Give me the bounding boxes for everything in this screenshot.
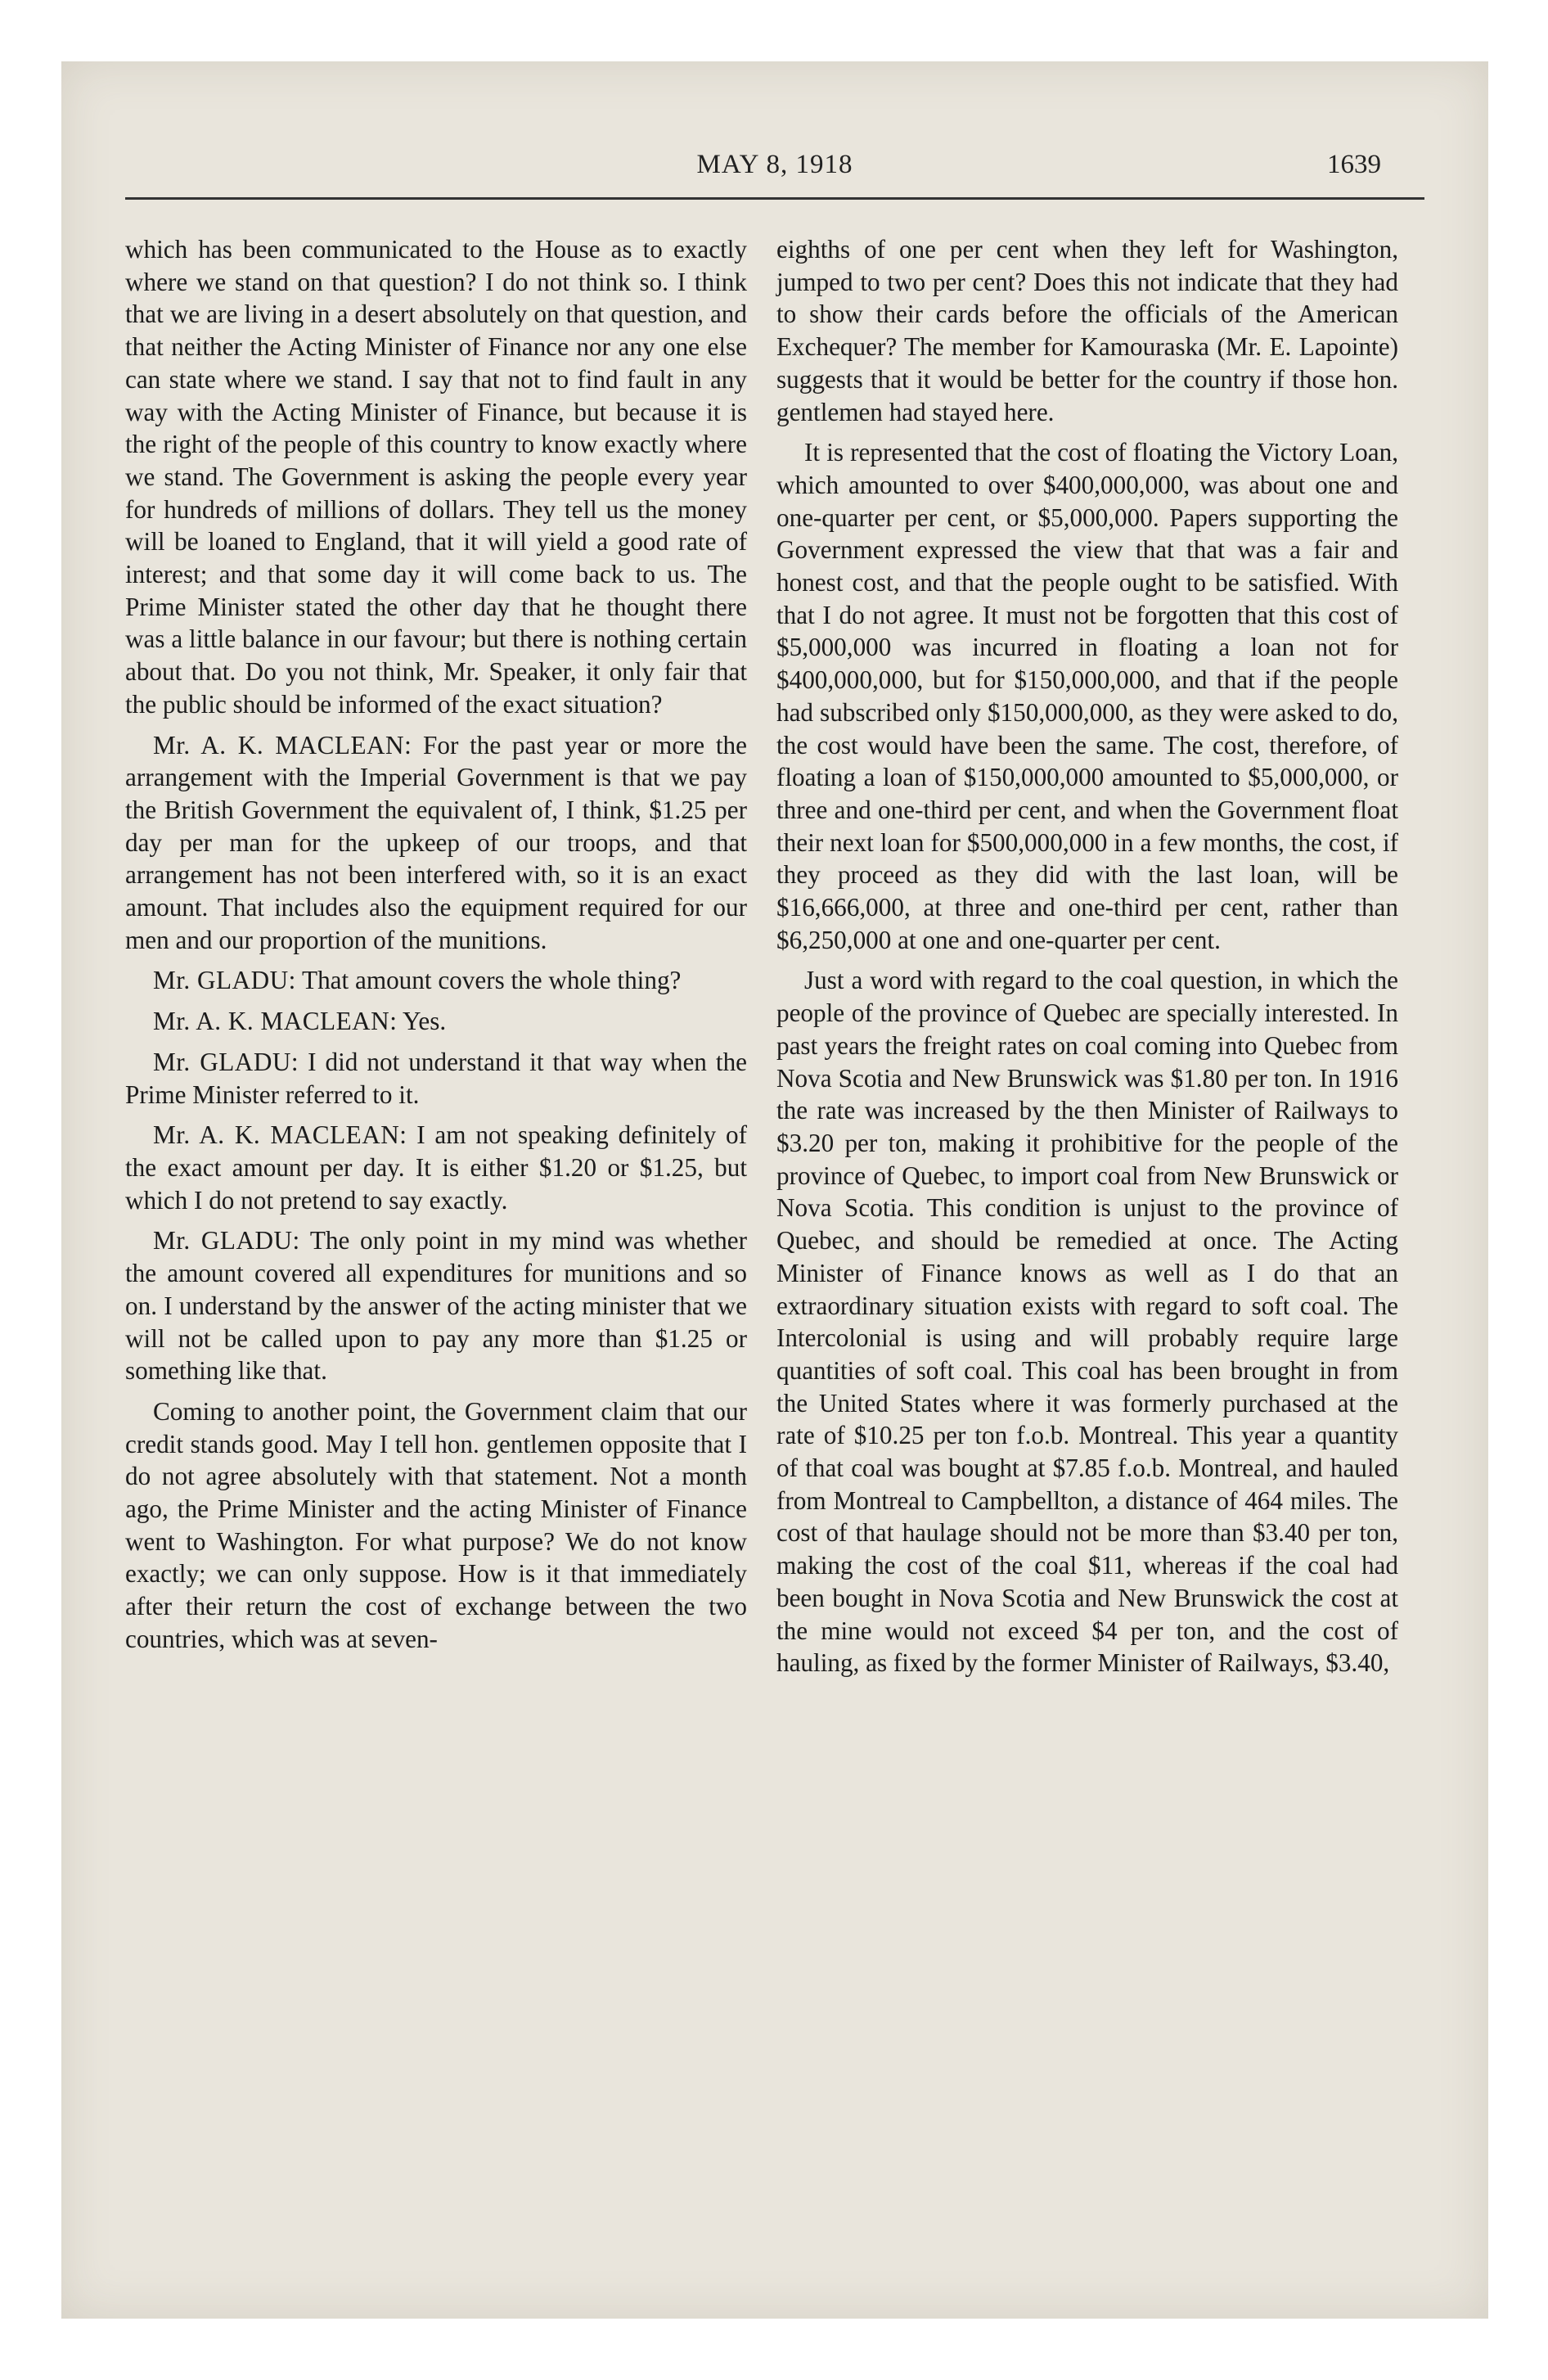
- paragraph-text: Yes.: [403, 1007, 447, 1036]
- speaker-name: Mr. A. K. MACLEAN:: [153, 1120, 407, 1150]
- paragraph-text: Just a word with regard to the coal question, in which the people of the province of Quebec are specially interested. In past years the freight rates on coal coming into Quebec from Nova Scotia and New Brunswick was $1.80 per ton. In 1916 the rate was increased by the then Minister of Railways to $3.20 per ton, making it prohibitive for the people of the province of Quebec, to import coal from New Brunswick or Nova Scotia. This condition is unjust to the province of Quebec, and should be remedied at once. The Acting Minister of Finance knows as well as I do that an extraordinary situation exists with regard to soft coal. The Intercolonial is using and will probably require large quantities of soft coal. This coal has been brought in from the United States where it was formerly purchased at the rate of $10.25 per ton f.o.b. Montreal. This year a quantity of that coal was bought at $7.85 f.o.b. Montreal, and hauled from Montreal to Campbellton, a distance of 464 miles. The cost of that haulage should not be more than $3.40 per ton, making the cost of the coal $11, whereas if the coal had been bought in Nova Scotia and New Brunswick the cost at the mine would not exceed $4 per ton, and the cost of hauling, as fixed by the former Minister of Railways, $3.40,: [776, 966, 1398, 1678]
- page-header: [61, 150, 1488, 191]
- paragraph-text: The only point in my mind was whether the amount covered all expenditures for munitions and so on. I understand by the answer of the acting minister that we will not be called upon to pay any more than $1.25 or something like that.: [125, 1226, 748, 1386]
- speaker-name: Mr. GLADU:: [153, 966, 296, 995]
- left-column: [125, 233, 747, 1664]
- paragraph: [125, 729, 747, 957]
- paragraph-text: It is represented that the cost of floating the Victory Loan, which amounted to over $400,000,000, was about one and one-quarter per cent, or $5,000,000. Papers supporting the Government expressed the view that that was a fair and honest cost, and that the people ought to be satisfied. With that I do not agree. It must not be forgotten that this cost of $5,000,000 was incurred in floating a loan not for $400,000,000, but for $150,000,000, and that if the people had subscribed only $150,000,000, as they were asked to do, the cost would have been the same. The cost, therefore, of floating a loan of $150,000,000 amounted to $5,000,000, or three and one-third per cent, and when the Government float their next loan for $500,000,000 in a few months, the cost, if they proceed as they did with the last loan, will be $16,666,000, at three and one-third per cent, rather than $6,250,000 at one and one-quarter per cent.: [776, 438, 1398, 954]
- header-date: MAY 8, 1918: [696, 150, 853, 179]
- paragraph-text: I am not speaking definitely of the exact amount per day. It is either $1.20 or $1.25, but which I do not pretend to say exactly.: [125, 1120, 747, 1215]
- paragraph: [125, 1395, 747, 1656]
- paragraph: [776, 233, 1398, 428]
- paragraph-text: eighths of one per cent when they left for Washington, jumped to two per cent? Does this not indicate that they had to show their cards before the officials of the American Exchequer? The member for Kamouraska (Mr. E. Lapointe) suggests that it would be better for the country if those hon. gentlemen had stayed here.: [776, 235, 1398, 426]
- paragraph: [125, 964, 747, 997]
- paragraph-text: For the past year or more the arrangement with the Imperial Government is that we pay the British Government the equivalent of, I think, $1.25 per day per man for the upkeep of our troops, and that arrangement has not been interfered with, so it is an exact amount. That includes also the equipment required for our men and our proportion of the munitions.: [125, 730, 747, 954]
- speaker-name: Mr. GLADU:: [153, 1047, 299, 1076]
- speaker-name: Mr. A. K. MACLEAN:: [153, 730, 412, 760]
- paragraph-text: That amount covers the whole thing?: [302, 966, 682, 995]
- paragraph-text: which has been communicated to the House as to exactly where we stand on that question? I do not think so. I think that we are living in a desert absolutely on that question, and that neither the Acting Minister of Finance nor any one else can state where we stand. I say that not to find fault in any way with the Acting Minister of Finance, but because it is the right of the people of this country to know exactly where we stand. The Government is asking the people every year for hundreds of millions of dollars. They tell us the money will be loaned to England, that it will yield a good rate of interest; and that some day it will come back to us. The Prime Minister stated the other day that he thought there was a little balance in our favour; but there is nothing certain about that. Do you not think, Mr. Speaker, it only fair that the public should be informed of the exact situation?: [125, 235, 747, 719]
- header-rule: [125, 197, 1424, 200]
- right-column: [776, 233, 1398, 1688]
- paragraph: [125, 233, 747, 721]
- paragraph-text: Coming to another point, the Government claim that our credit stands good. May I tell hon. gentlemen opposite that I do not agree absolutely with that statement. Not a month ago, the Prime Minister and the acting Minister of Finance went to Washington. For what purpose? We do not know exactly; we can only suppose. How is it that immediately after their return the cost of exchange between the two countries, which was at seven-: [125, 1396, 747, 1653]
- paragraph: [125, 1224, 747, 1387]
- page-scan: [61, 61, 1488, 2319]
- speaker-name: Mr. GLADU:: [153, 1226, 300, 1255]
- paragraph: [125, 1046, 747, 1111]
- paragraph: [125, 1005, 747, 1038]
- speaker-name: Mr. A. K. MACLEAN:: [153, 1007, 398, 1036]
- paragraph-text: I did not understand it that way when the Prime Minister referred to it.: [125, 1047, 748, 1109]
- header-page-number: 1639: [1327, 150, 1381, 179]
- paragraph: [125, 1119, 747, 1216]
- paragraph: [776, 964, 1398, 1679]
- paragraph: [776, 436, 1398, 956]
